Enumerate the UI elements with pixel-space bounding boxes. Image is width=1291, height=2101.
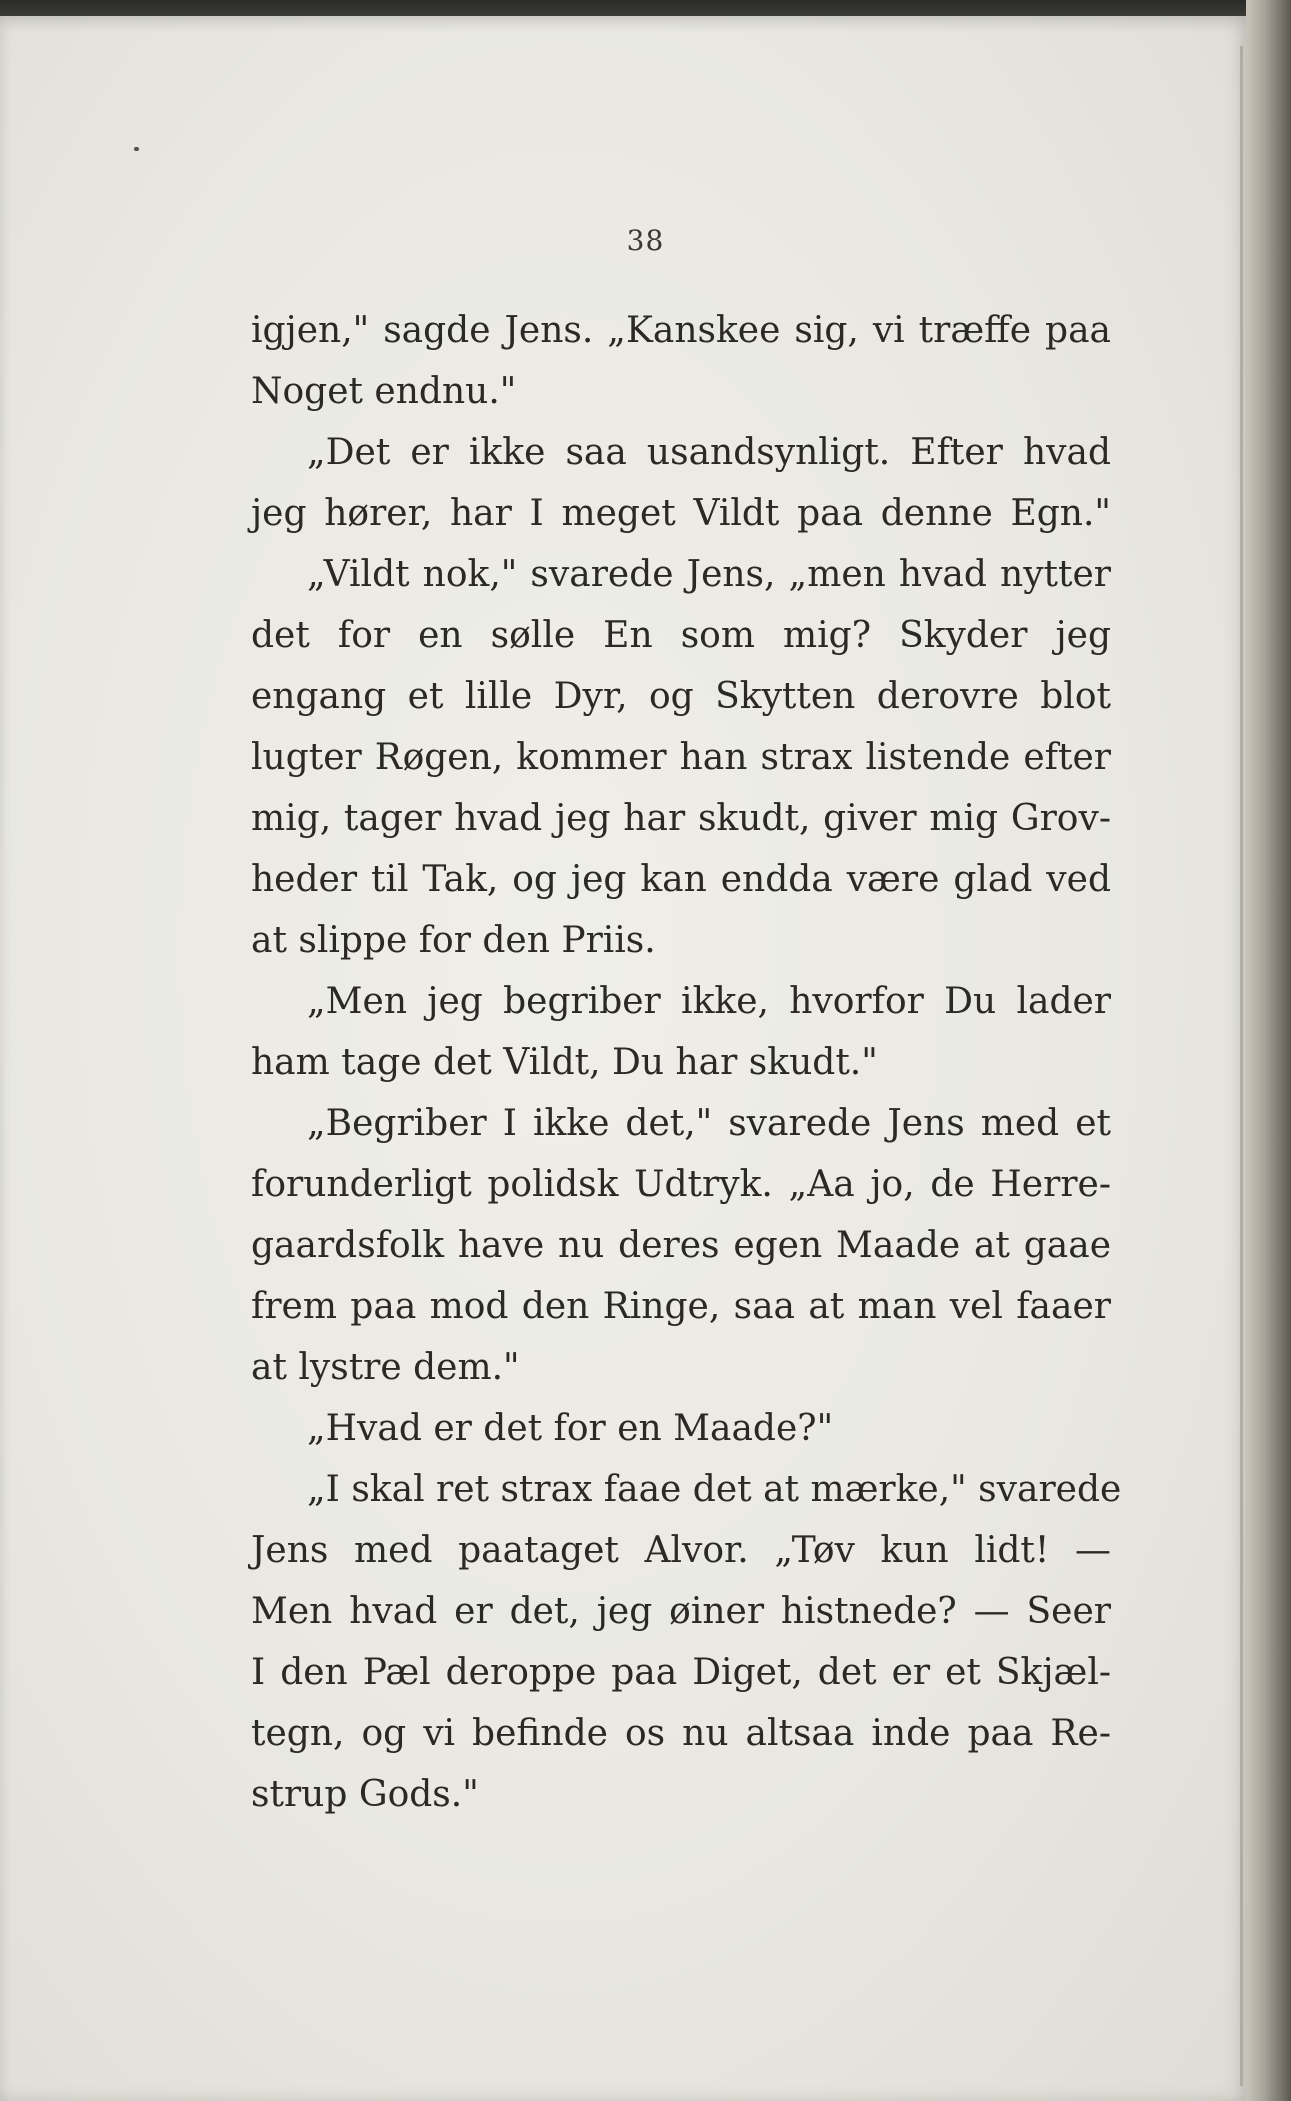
book-spine <box>1246 0 1291 2101</box>
text-line: gaardsfolk have nu deres egen Maade at gaae <box>251 1225 1111 1266</box>
text-line: igjen," sagde Jens. „Kanskee sig, vi træffe paa <box>251 310 1111 351</box>
page-gutter-edge <box>1240 46 1243 2086</box>
text-line: Jens med paataget Alvor. „Tøv kun lidt! — <box>251 1530 1111 1571</box>
page-number: 38 <box>626 224 665 257</box>
text-line: lugter Røgen, kommer han strax listende efter <box>251 737 1111 778</box>
text-line: engang et lille Dyr, og Skytten derovre blot <box>251 676 1111 717</box>
text-line: „I skal ret strax faae det at mærke," svarede <box>307 1469 1122 1510</box>
text-line: „Det er ikke saa usandsynligt. Efter hvad <box>307 432 1111 473</box>
text-line: at lystre dem." <box>251 1347 520 1388</box>
text-line: I den Pæl deroppe paa Diget, det er et Skjæl- <box>251 1652 1111 1693</box>
text-line: „Begriber I ikke det," svarede Jens med et <box>307 1103 1111 1144</box>
text-line: Noget endnu." <box>251 371 517 412</box>
text-line: strup Gods." <box>251 1774 479 1815</box>
text-line: det for en sølle En som mig? Skyder jeg <box>251 615 1111 656</box>
text-line: mig, tager hvad jeg har skudt, giver mig Grov- <box>251 798 1111 839</box>
text-line: frem paa mod den Ringe, saa at man vel faaer <box>251 1286 1111 1327</box>
body-text <box>251 300 1122 1825</box>
text-line: heder til Tak, og jeg kan endda være glad ved <box>251 859 1111 900</box>
paper-speck <box>134 147 139 151</box>
text-line: at slippe for den Priis. <box>251 920 656 961</box>
text-line: „Hvad er det for en Maade?" <box>307 1408 834 1449</box>
text-line: forunderligt polidsk Udtryk. „Aa jo, de Herre- <box>251 1164 1111 1205</box>
text-line: „Vildt nok," svarede Jens, „men hvad nytter <box>307 554 1111 595</box>
text-line: tegn, og vi befinde os nu altsaa inde paa Re- <box>251 1713 1111 1754</box>
text-line: Men hvad er det, jeg øiner histnede? — Seer <box>251 1591 1111 1632</box>
text-line: „Men jeg begriber ikke, hvorfor Du lader <box>307 981 1111 1022</box>
scan-top-edge <box>0 0 1291 16</box>
text-line: jeg hører, har I meget Vildt paa denne Egn." <box>251 493 1111 534</box>
text-line: ham tage det Vildt, Du har skudt." <box>251 1042 878 1083</box>
